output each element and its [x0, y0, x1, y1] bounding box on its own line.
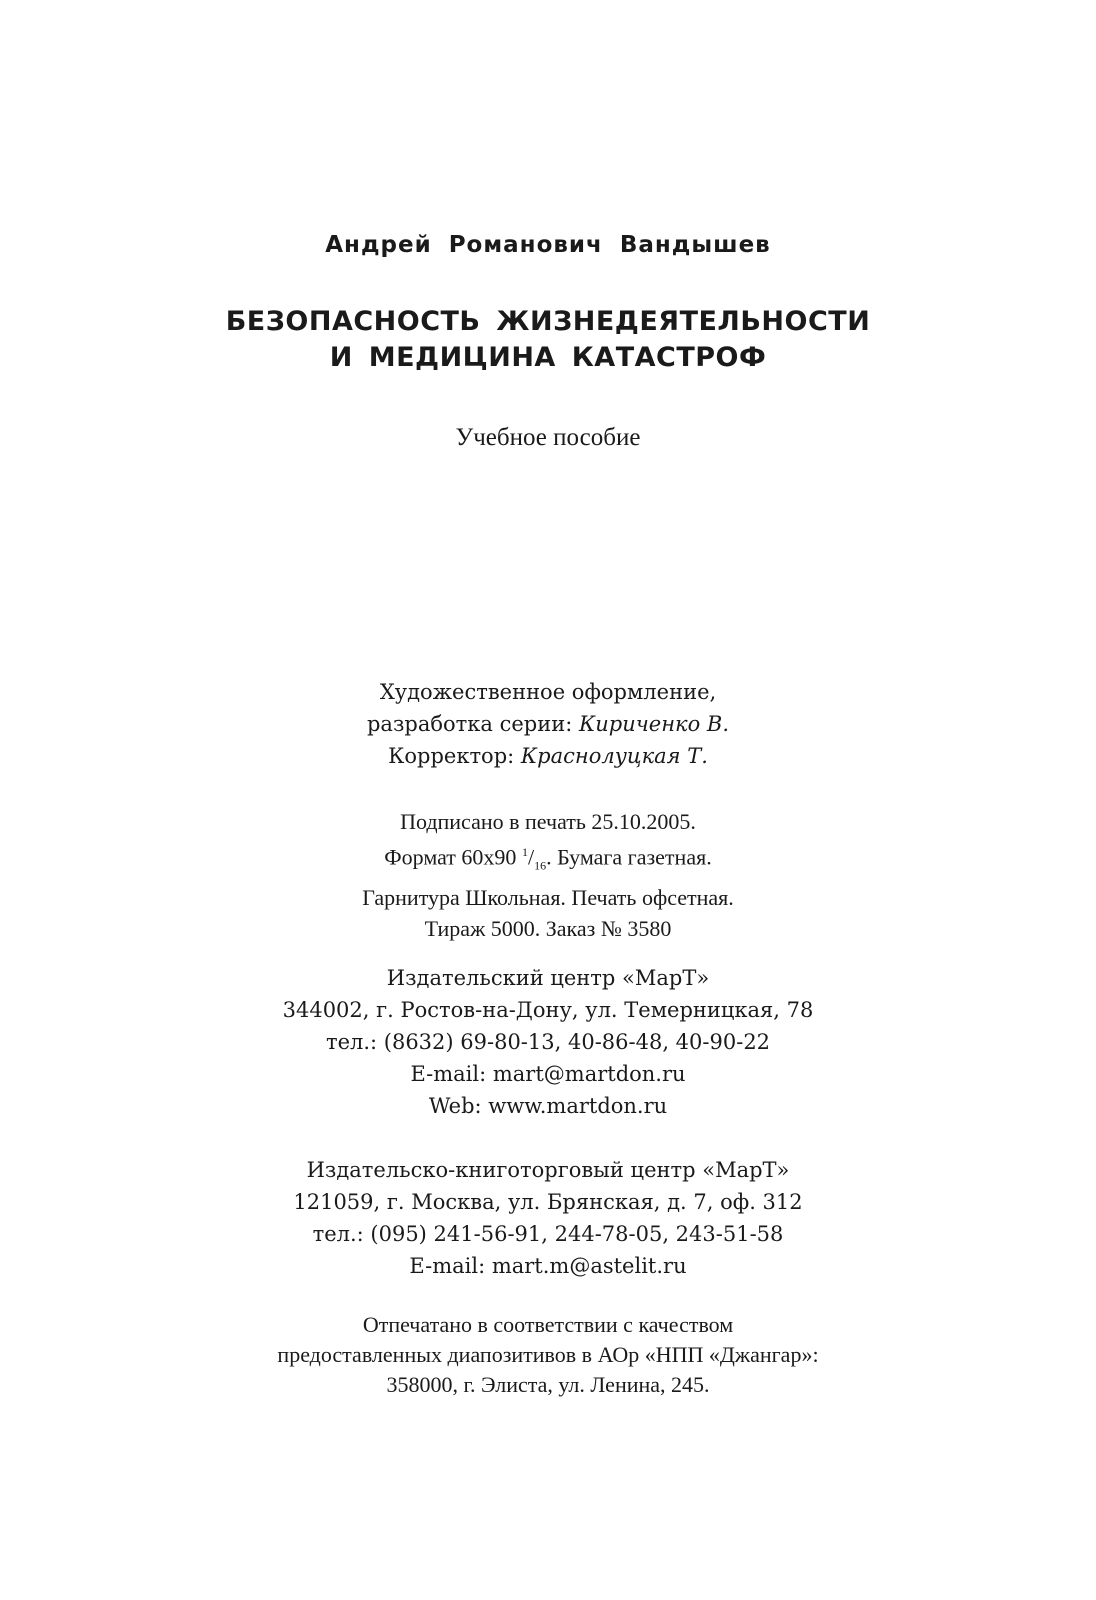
- print-format: Формат 60x90 $^1/_{16}$. Бумага газетная.: [384, 844, 712, 873]
- book-title: [0, 304, 1096, 376]
- printing-line-1: Отпечатано в соответствии с качеством: [362, 1312, 734, 1337]
- print-info-block: [0, 806, 1096, 944]
- publisher-moscow-name: Издательско-книготорговый центр «МарТ»: [306, 1158, 790, 1182]
- credits-series-label: разработка серии:: [366, 712, 579, 736]
- print-signed-date: Подписано в печать 25.10.2005.: [400, 809, 696, 834]
- publisher-moscow-address: 121059, г. Москва, ул. Брянская, д. 7, оф. 312: [293, 1190, 803, 1214]
- credits-block: [0, 676, 1096, 772]
- printing-house-block: [0, 1310, 1096, 1400]
- publisher-rostov-block: [0, 962, 1096, 1122]
- credits-line-corrector: [0, 740, 1096, 772]
- publisher-moscow-phone: тел.: (095) 241-56-91, 244-78-05, 243-51-58: [312, 1222, 784, 1246]
- print-run: Тираж 5000. Заказ № 3580: [424, 915, 672, 941]
- print-format-suffix: . Бумага газетная.: [546, 844, 712, 870]
- printing-line-2: предоставленных диапозитивов в АОр «НПП «Джангар»:: [277, 1342, 819, 1367]
- credits-corrector-name: Краснолуцкая Т.: [520, 744, 708, 768]
- print-format-numerator: 1: [521, 845, 528, 859]
- publisher-rostov-address: 344002, г. Ростов-на-Дону, ул. Темерницкая, 78: [282, 998, 814, 1022]
- publisher-rostov-web: Web: www.martdon.ru: [428, 1094, 668, 1118]
- credits-corrector-label: Корректор:: [388, 744, 521, 768]
- book-title-line-1: БЕЗОПАСНОСТЬ ЖИЗНЕДЕЯТЕЛЬНОСТИ: [225, 306, 871, 337]
- book-subtitle: Учебное пособие: [455, 424, 641, 451]
- publisher-rostov-name: Издательский центр «МарТ»: [386, 966, 710, 990]
- print-format-denominator: 16: [534, 858, 547, 873]
- book-title-line-2: И МЕДИЦИНА КАТАСТРОФ: [329, 342, 767, 373]
- publisher-moscow-block: [0, 1154, 1096, 1282]
- print-typeface: Гарнитура Школьная. Печать офсетная.: [362, 884, 734, 910]
- author-name: Андрей Романович Вандышев: [325, 232, 771, 258]
- print-format-prefix: Формат 60x90: [384, 844, 522, 870]
- publisher-moscow-email: E-mail: mart.m@astelit.ru: [409, 1254, 687, 1278]
- printing-line-3: 358000, г. Элиста, ул. Ленина, 245.: [386, 1372, 710, 1397]
- credits-line-design: Художественное оформление,: [379, 680, 717, 704]
- credits-series-name: Кириченко В.: [578, 712, 730, 736]
- publisher-rostov-email: E-mail: mart@martdon.ru: [410, 1062, 686, 1086]
- publisher-rostov-phone: тел.: (8632) 69-80-13, 40-86-48, 40-90-22: [325, 1030, 771, 1054]
- credits-line-series: [0, 708, 1096, 740]
